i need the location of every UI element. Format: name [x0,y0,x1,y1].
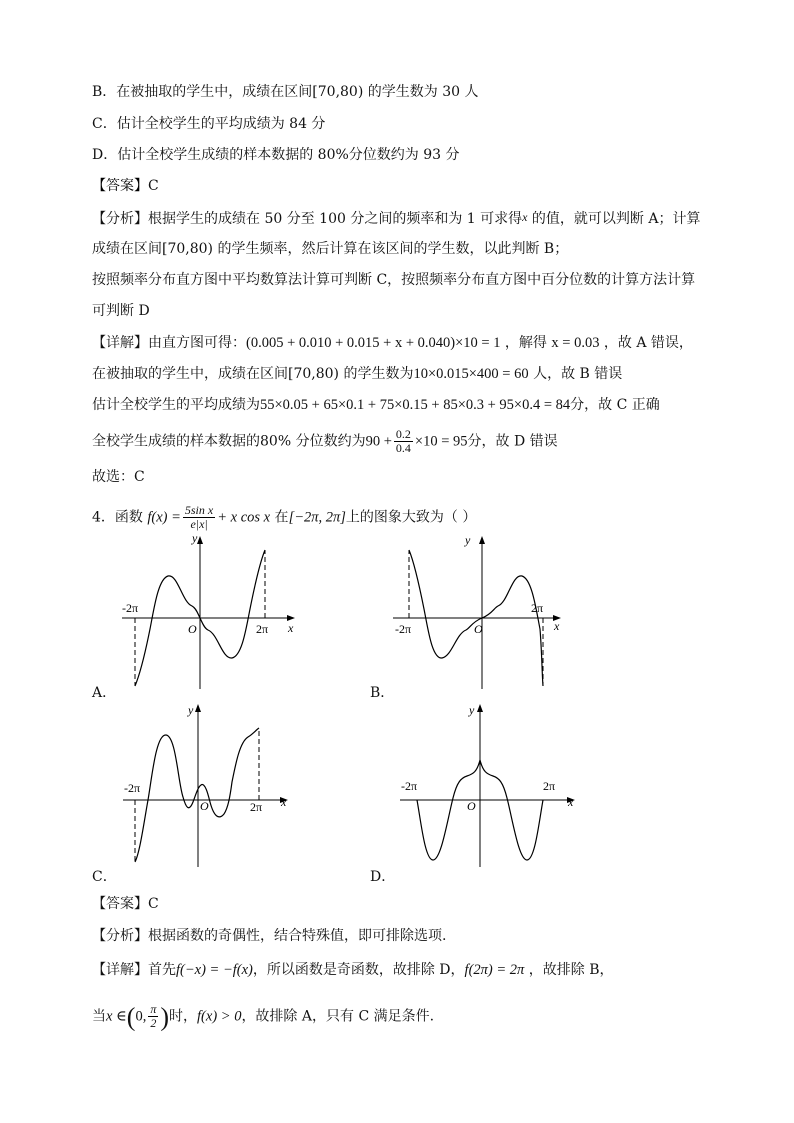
q4-xcosx: + x cos x [217,509,271,526]
option-a-label: A． [92,685,117,701]
q4-suffix: 上的图象大致为（ ） [345,509,477,526]
q4-detail2-text-a: 当 [92,1008,106,1025]
fraction-numerator: 0.2 [395,427,411,441]
y-label: y [188,703,194,717]
q4-fx: f(x) = [147,509,181,526]
q4-detail-line-2 [92,1003,434,1030]
answer-tag: 【答案】 [92,178,148,194]
detail-eq-1: (0.005 + 0.010 + 0.015 + x + 0.040)×10 = 1 [246,335,501,351]
option-d-text: D．估计全校学生成绩的样本数据的 80%分位数约为 93 分 [92,147,460,163]
option-c-label: C． [92,869,117,885]
detail2-text-a: 在被抽取的学生中，成绩在区间[70,80) 的学生数为 [92,366,414,382]
q4-detail-tag: 【详解】 [92,962,148,978]
q4-detail-text-a: 首先 [148,962,176,978]
question-4-stem [92,504,476,531]
analysis-line-3: 按照频率分布直方图中平均数算法计算可判断 C，按照频率分布直方图中百分位数的计算方法计算 [92,272,696,288]
origin-label: O [474,622,483,636]
pi-numerator: π [150,1002,157,1016]
q4-detail2-text-b: 时， [169,1008,198,1025]
analysis-text-a: 根据学生的成绩在 50 分至 100 分之间的频率和为 1 可求得 [148,211,523,227]
neg-2pi-label: -2π [395,622,412,636]
q4-analysis-text: 根据函数的奇偶性，结合特殊值，即可排除选项. [148,928,447,944]
q4-detail2-lparen: ( [126,1002,136,1032]
choose-line: 故选：C [92,469,145,485]
origin-label: O [188,622,197,636]
detail4-text-a: 全校学生成绩的样本数据的80% 分位数约为 [92,433,366,450]
detail-line-3 [92,396,660,414]
origin-label: O [200,799,209,813]
neg-2pi-label: -2π [122,601,139,615]
q4-answer-tag: 【答案】 [92,896,148,912]
x-label: x [554,619,560,633]
q4-fraction [183,504,215,531]
q4-detail-text-b: ，所以函数是奇函数，故排除 D， [252,962,465,978]
detail-text-c: ，故 A 错误， [599,335,693,351]
q4-detail2-text-c: ，故排除 A，只有 C 满足条件. [241,1008,435,1025]
y-axis-arrow [479,536,485,544]
graph-a [110,534,310,694]
q4-detail-text-c: ，故排除 B， [524,962,614,978]
detail4-text-b: 分，故 D 错误 [467,433,558,450]
pos-2pi-label: 2π [531,601,544,615]
detail4-eq-1: 90 + [365,433,392,450]
detail3-eq: 55×0.05 + 65×0.1 + 75×0.15 + 85×0.3 + 95×0.4 = 84 [260,397,571,413]
y-label: y [469,703,475,717]
option-b-label: B． [370,685,395,701]
option-d-label: D． [370,869,396,885]
detail-text-b: ，解得 [500,335,552,351]
curve-c [135,728,259,862]
analysis-text-b: 的值，就可以判断 A；计算 [527,211,701,227]
detail2-text-b: 人，故 B 错误 [528,366,623,382]
y-axis-arrow [195,704,201,712]
detail-line-2 [92,365,622,383]
analysis-tag: 【分析】 [92,211,148,227]
q4-detail2-eq-1: x ∈ [106,1008,127,1025]
q4-in: 在 [270,509,289,526]
detail-line-4 [92,428,558,455]
detail-eq-2: x = 0.03 [551,335,600,351]
detail3-text-b: 分，故 C 正确 [570,397,660,413]
origin-label: O [467,799,476,813]
answer-line-1 [92,177,159,195]
detail-tag: 【详解】 [92,335,148,351]
y-axis-arrow [197,536,203,544]
detail2-eq: 10×0.015×400 = 60 [413,366,529,382]
q4-prefix: 4．函数 [92,509,148,526]
y-axis-arrow [477,704,483,712]
q4-numerator: 5sin x [184,503,214,517]
graph-b [385,534,585,694]
analysis-line-1 [92,208,701,228]
q4-detail-eq-1: f(−x) = −f(x) [176,962,253,978]
two-denominator: 2 [150,1016,157,1030]
q4-detail-eq-2: f(2π) = 2π [464,962,525,978]
graph-c [118,702,308,872]
analysis-line-4: 可判断 D [92,303,150,319]
graph-d [395,702,590,872]
x-label: x [568,795,574,809]
q4-answer-line [92,895,159,913]
detail4-eq-2: ×10 = 95 [414,433,468,450]
x-label: x [281,795,287,809]
q4-detail2-eq-2: f(x) > 0 [197,1008,242,1025]
detail-line-1 [92,334,693,352]
neg-2pi-label: -2π [401,779,418,793]
q4-detail-line-1 [92,961,614,979]
q4-detail2-rparen: ) [160,1002,170,1032]
option-b-text: B．在被抽取的学生中，成绩在区间[70,80) 的学生数为 30 人 [92,84,479,100]
detail-text-a: 由直方图可得： [148,335,246,351]
neg-2pi-label: -2π [124,781,141,795]
q4-interval: [−2π, 2π] [288,509,346,526]
q4-denominator: e|x| [190,517,208,531]
fraction-denominator: 0.4 [395,441,411,455]
pos-2pi-label: 2π [543,779,556,793]
y-label: y [192,534,198,545]
answer-value: C [148,178,159,194]
pos-2pi-label: 2π [256,622,269,636]
x-label: x [288,621,294,635]
q4-detail2-zero: 0, [135,1008,147,1025]
q4-detail2-fraction [148,1003,158,1030]
q4-analysis-line [92,927,446,945]
analysis-line-2: 成绩在区间[70,80) 的学生频率，然后计算在该区间的学生数，以此判断 B； [92,241,569,257]
pos-2pi-label: 2π [250,800,263,814]
q4-analysis-tag: 【分析】 [92,928,148,944]
detail4-fraction [394,428,413,455]
option-c-text: C．估计全校学生的平均成绩为 84 分 [92,116,326,132]
analysis-var: x [522,210,528,224]
detail3-text-a: 估计全校学生的平均成绩为 [92,397,260,413]
y-label: y [465,534,471,547]
q4-answer-value: C [148,896,159,912]
